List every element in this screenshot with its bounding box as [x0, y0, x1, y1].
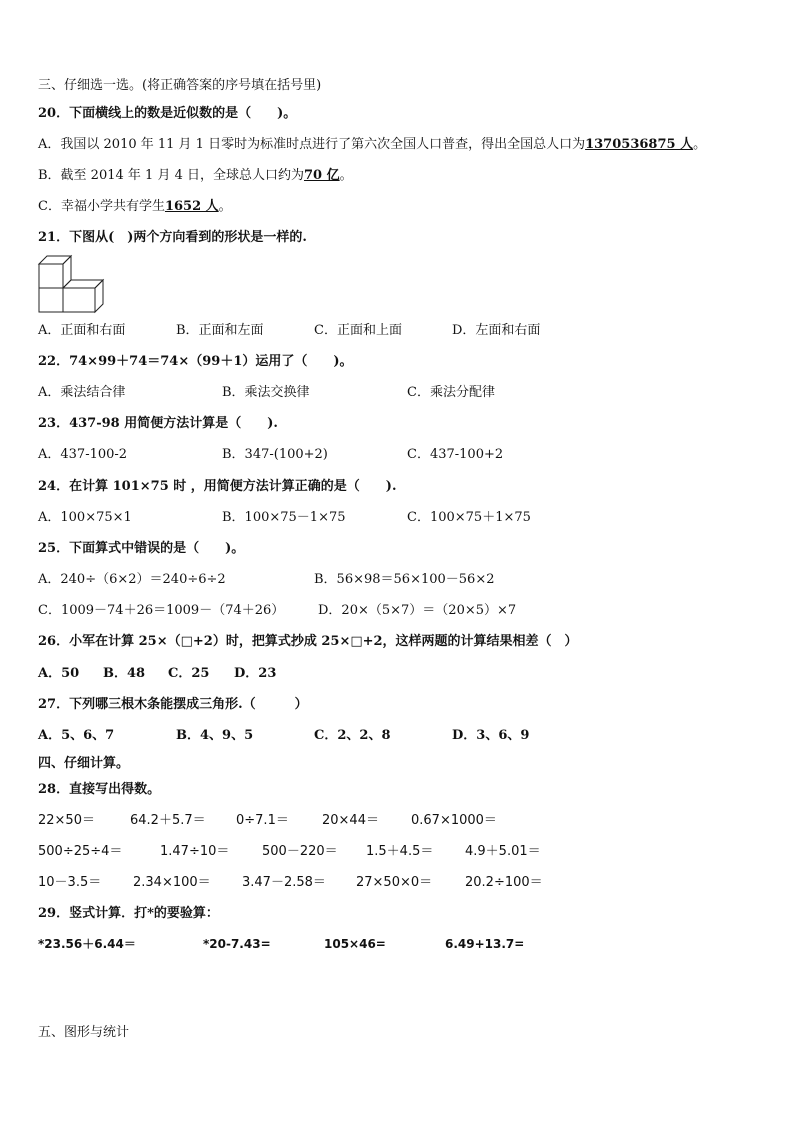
q21-option-c: C．正面和上面	[314, 323, 402, 338]
q20-option-c	[38, 199, 232, 215]
q28-stem: 28．直接写出得数。	[38, 782, 161, 797]
calc-item: 10－3.5＝	[38, 875, 102, 890]
q20-option-b	[38, 168, 353, 184]
vertical-calc-item: *20-7.43=	[203, 937, 271, 951]
q23-option-c: C．437-100+2	[407, 447, 504, 462]
calc-item: 22×50＝	[38, 813, 95, 828]
q27-stem: 27．下列哪三根木条能摆成三角形.（ ）	[38, 697, 308, 712]
section-3-title: 三、仔细选一选。(将正确答案的序号填在括号里)	[38, 78, 322, 93]
section-5-title: 五、图形与统计	[38, 1025, 130, 1040]
section-4-title: 四、仔细计算。	[38, 756, 130, 771]
q20-a-text: A．我国以 2010 年 11 月 1 日零时为标准时点进行了第六次全国人口普查，得出全国总人口为	[38, 137, 586, 152]
q24-option-c: C．100×75＋1×75	[407, 510, 531, 525]
q25-option-a: A．240÷（6×2）＝240÷6÷2	[38, 572, 226, 587]
q24-stem: 24．在计算 101×75 时 ，用简便方法计算正确的是（ ).	[38, 479, 397, 494]
vertical-calc-item: *23.56＋6.44＝	[38, 937, 136, 951]
q20-b-end: 。	[339, 168, 353, 183]
q22-option-a: A．乘法结合律	[38, 385, 126, 400]
q22-stem: 22．74×99＋74＝74×（99＋1）运用了（ )。	[38, 354, 353, 369]
q24-option-a: A．100×75×1	[38, 510, 132, 525]
q26-option-a: A．50	[38, 666, 80, 681]
q29-stem: 29．竖式计算．打*的要验算：	[38, 906, 219, 921]
q26-option-b: B．48	[103, 666, 146, 681]
q20-a-number: 1370536875 人	[585, 137, 694, 152]
q20-c-end: 。	[218, 199, 232, 214]
q27-option-b: B．4、9、5	[176, 728, 254, 743]
calc-item: 500－220＝	[262, 844, 338, 859]
q21-stem: 21．下图从( )两个方向看到的形状是一样的.	[38, 230, 307, 245]
calc-item: 27×50×0＝	[356, 875, 433, 890]
q22-option-b: B．乘法交换律	[222, 385, 310, 400]
q24-option-b: B．100×75－1×75	[222, 510, 346, 525]
q20-b-text: B．截至 2014 年 1 月 4 日，全球总人口约为	[38, 168, 304, 183]
calc-item: 0÷7.1＝	[236, 813, 289, 828]
q20-c-number: 1652 人	[164, 199, 219, 214]
calc-item: 2.34×100＝	[133, 875, 211, 890]
q22-option-c: C．乘法分配律	[407, 385, 495, 400]
q20-c-text: C．幸福小学共有学生	[38, 199, 165, 214]
q26-option-c: C．25	[168, 666, 210, 681]
q20-a-end: 。	[693, 137, 707, 152]
q23-stem: 23．437-98 用简便方法计算是（ ).	[38, 416, 278, 431]
calc-item: 64.2＋5.7＝	[130, 813, 206, 828]
vertical-calc-item: 105×46=	[324, 937, 386, 951]
q21-option-a: A．正面和右面	[38, 323, 126, 338]
calc-item: 1.47÷10＝	[160, 844, 230, 859]
calc-item: 500÷25÷4＝	[38, 844, 123, 859]
calc-item: 20×44＝	[322, 813, 379, 828]
calc-item: 3.47－2.58＝	[242, 875, 326, 890]
q25-option-c: C．1009－74＋26＝1009－（74＋26）	[38, 603, 285, 618]
q21-option-b: B．正面和左面	[176, 323, 264, 338]
q25-option-d: D．20×（5×7）＝（20×5）×7	[318, 603, 517, 618]
q23-option-b: B．347-(100+2)	[222, 447, 328, 462]
q25-option-b: B．56×98＝56×100－56×2	[314, 572, 495, 587]
q25-stem: 25．下面算式中错误的是（ )。	[38, 541, 245, 556]
calc-item: 1.5＋4.5＝	[366, 844, 434, 859]
calc-item: 0.67×1000＝	[411, 813, 497, 828]
q20-b-number: 70 亿	[303, 168, 340, 183]
calc-item: 20.2÷100＝	[465, 875, 543, 890]
q20-option-a	[38, 137, 706, 153]
q20-stem: 20．下面横线上的数是近似数的是（ )。	[38, 106, 297, 121]
q27-option-a: A．5、6、7	[38, 728, 115, 743]
q23-option-a: A．437-100-2	[38, 447, 128, 462]
cube-stack-figure	[37, 252, 109, 316]
vertical-calc-item: 6.49+13.7=	[445, 937, 525, 951]
q27-option-d: D．3、6、9	[452, 728, 530, 743]
q27-option-c: C．2、2、8	[314, 728, 391, 743]
q26-stem: 26．小军在计算 25×（□+2）时，把算式抄成 25×□+2，这样两题的计算结果相差（ ）	[38, 634, 578, 649]
calc-item: 4.9＋5.01＝	[465, 844, 541, 859]
q21-option-d: D．左面和右面	[452, 323, 541, 338]
q26-option-d: D．23	[234, 666, 277, 681]
